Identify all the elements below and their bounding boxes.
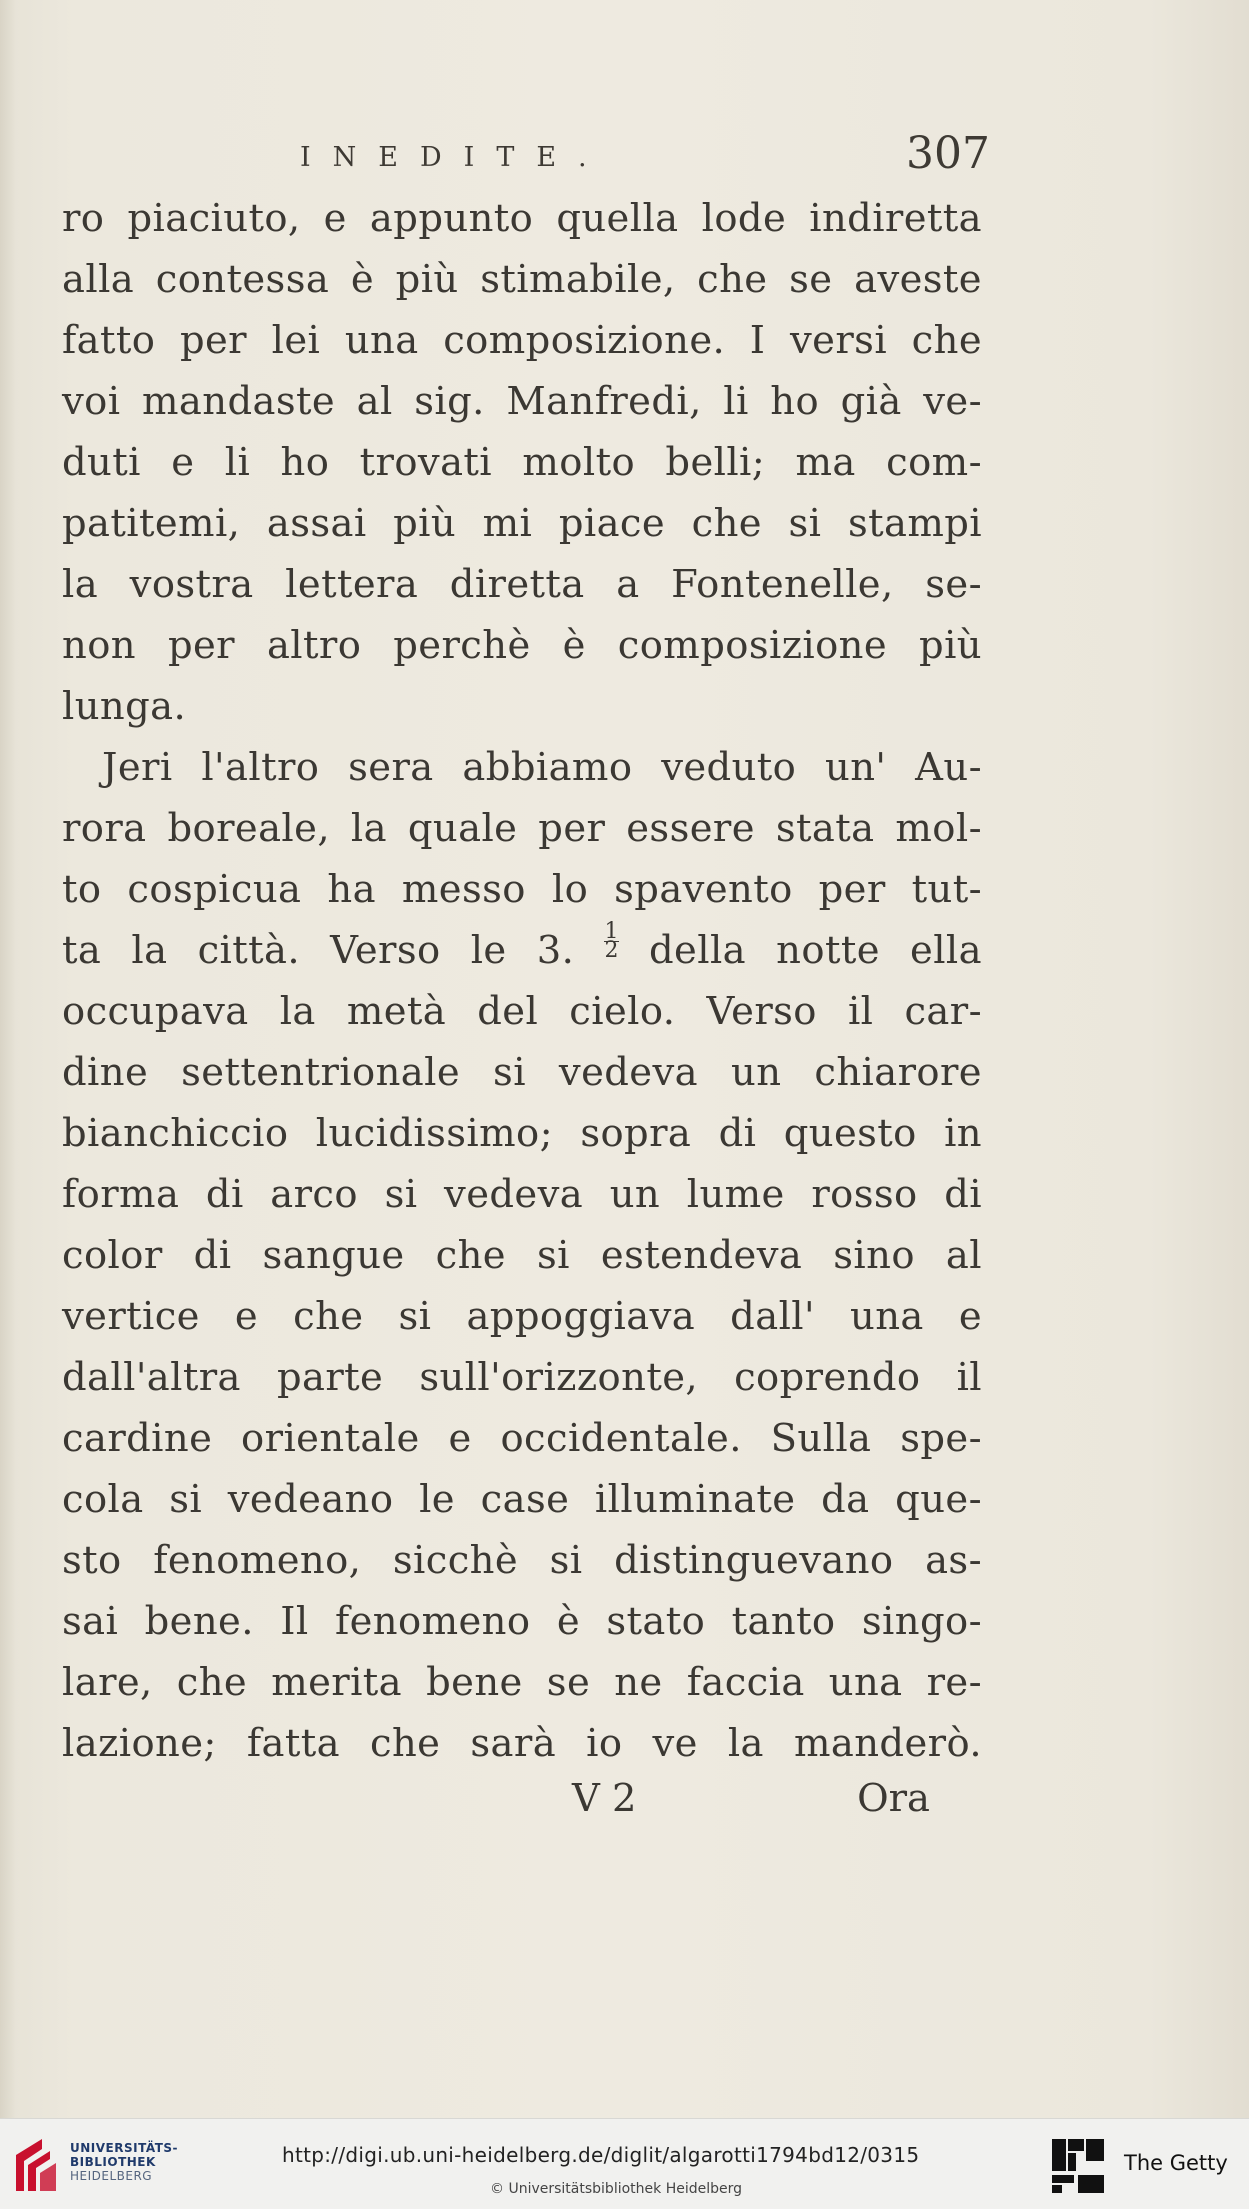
text-line: sai bene. Il fenomeno è stato tanto singo- xyxy=(62,1599,982,1644)
text-line: patitemi, assai più mi piace che si stampi xyxy=(62,501,982,546)
text-line: occupava la metà del cielo. Verso il car- xyxy=(62,989,982,1034)
running-title: INEDITE. xyxy=(300,142,609,173)
getty-logo-icon xyxy=(1050,2137,1106,2195)
library-name-line-3: HEIDELBERG xyxy=(70,2169,153,2183)
running-head xyxy=(300,128,990,184)
text-line: lare, che merita bene se ne faccia una re- xyxy=(62,1660,982,1705)
text-line: bianchiccio lucidissimo; sopra di questo in xyxy=(62,1111,982,1156)
digitization-footer xyxy=(0,2118,1249,2209)
body-text xyxy=(62,188,982,1774)
university-library-logo-icon xyxy=(12,2135,58,2195)
page-number: 307 xyxy=(906,128,990,179)
text-line: dine settentrionale si vedeva un chiarore xyxy=(62,1050,982,1095)
signature-catchword-line xyxy=(560,1768,940,1829)
partner-name: The Getty xyxy=(1124,2151,1228,2175)
fraction-numerator: 1 xyxy=(604,919,619,944)
copyright-notice: © Universitätsbibliothek Heidelberg xyxy=(490,2181,743,2197)
catchword: Ora xyxy=(857,1776,930,1821)
text-line: non per altro perchè è composizione più xyxy=(62,623,982,668)
text-line: rora boreale, la quale per essere stata mol- xyxy=(62,806,982,851)
text-line: lazione; fatta che sarà io ve la manderò. xyxy=(62,1721,982,1766)
library-name xyxy=(70,2141,178,2183)
text-line: vertice e che si appoggiava dall' una e xyxy=(62,1294,982,1339)
text-line: ro piaciuto, e appunto quella lode indiretta xyxy=(62,196,982,241)
text-line: duti e li ho trovati molto belli; ma com- xyxy=(62,440,982,485)
text-line: dall'altra parte sull'orizzonte, coprendo il xyxy=(62,1355,982,1400)
text-line-with-fraction xyxy=(62,920,982,981)
text-line: cola si vedeano le case illuminate da que- xyxy=(62,1477,982,1522)
text-line: cardine orientale e occidentale. Sulla spe- xyxy=(62,1416,982,1461)
text-line: lunga. xyxy=(62,684,187,729)
text-line: alla contessa è più stimabile, che se aveste xyxy=(62,257,982,302)
text-line: sto fenomeno, sicchè si distinguevano as- xyxy=(62,1538,982,1583)
text-line: voi mandaste al sig. Manfredi, li ho già ve- xyxy=(62,379,982,424)
permalink-url[interactable]: http://digi.ub.uni-heidelberg.de/diglit/algarotti1794bd12/0315 xyxy=(282,2143,920,2167)
text-line: fatto per lei una composizione. I versi che xyxy=(62,318,982,363)
text-line: forma di arco si vedeva un lume rosso di xyxy=(62,1172,982,1217)
line-text-after: della notte ella xyxy=(649,928,982,973)
text-line: to cospicua ha messo lo spavento per tut- xyxy=(62,867,982,912)
signature-mark: V 2 xyxy=(572,1776,637,1821)
fraction-denominator: 2 xyxy=(604,938,619,963)
library-name-line-1: UNIVERSITÄTS- xyxy=(70,2141,179,2155)
text-line: color di sangue che si estendeva sino al xyxy=(62,1233,982,1278)
line-text-before: ta la città. Verso le 3. xyxy=(62,928,575,973)
fraction-one-half xyxy=(604,919,619,963)
paragraph-start-line: Jeri l'altro sera abbiamo veduto un' Au- xyxy=(102,745,982,790)
library-name-line-2: BIBLIOTHEK xyxy=(70,2155,156,2169)
text-line: la vostra lettera diretta a Fontenelle, se- xyxy=(62,562,982,607)
